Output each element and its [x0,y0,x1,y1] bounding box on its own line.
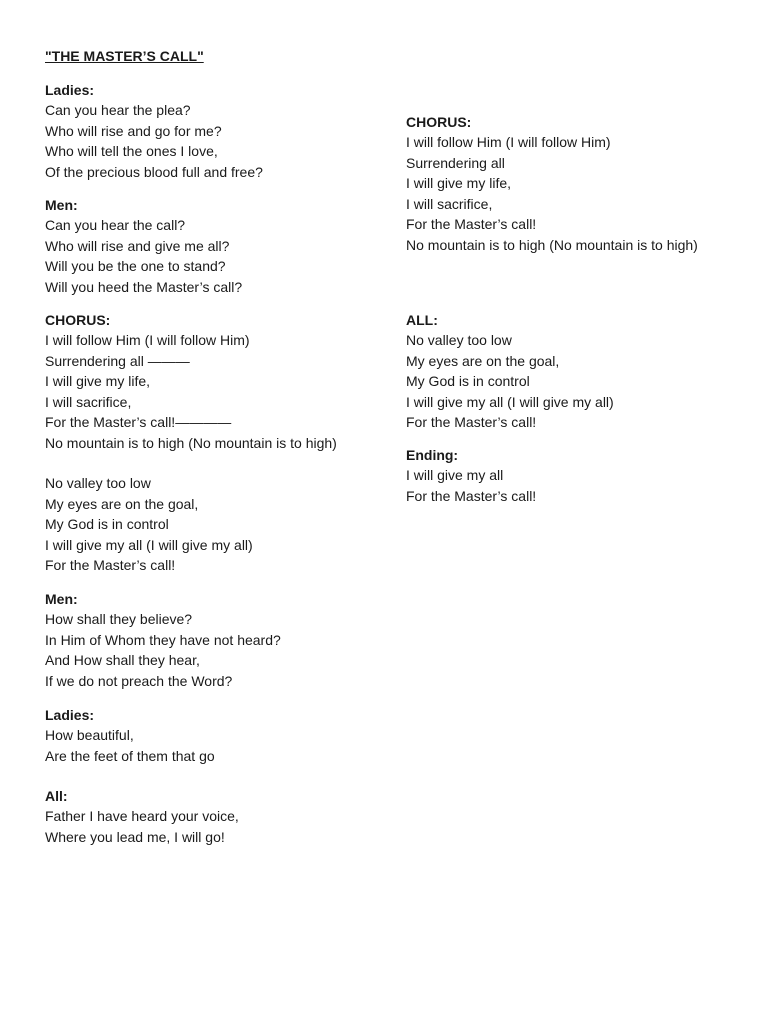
song-title: "THE MASTER’S CALL" [45,48,204,64]
lyric-line: For the Master’s call! [406,216,537,233]
lyric-line: Of the precious blood full and free? [45,163,263,180]
lyric-line: Surrendering all ——— [45,352,190,369]
lyric-line: Can you hear the plea? [45,102,191,118]
section-heading: CHORUS: [45,312,111,328]
lyric-line: My God is in control [406,373,530,390]
section-heading: Men: [45,591,78,607]
lyric-line: I will sacrifice, [406,195,493,212]
lyric-line: I will follow Him (I will follow Him) [406,134,611,150]
verse-all [45,786,385,847]
lyric-line: Will you be the one to stand? [45,258,226,275]
verse-ladies-2 [45,705,385,766]
lyric-line: Who will rise and give me all? [45,237,230,254]
lyric-line: Are the feet of them that go [45,747,215,764]
verse-ladies-1 [45,80,385,182]
lyric-line: I will follow Him (I will follow Him) [45,332,250,348]
section-heading: Ending: [406,447,459,463]
lyric-line: Where you lead me, I will go! [45,828,225,845]
lyric-line: How shall they believe? [45,611,193,627]
bridge-left [45,473,385,576]
lyric-line: For the Master’s call! [406,487,537,504]
verse-men-1 [45,195,385,297]
lyric-line: I will give my life, [406,175,512,192]
section-heading: CHORUS: [406,114,472,130]
lyric-line: How beautiful, [45,727,134,743]
chorus-left [45,310,385,454]
lyric-line: For the Master’s call! [406,414,537,431]
lyric-line: No valley too low [406,332,512,348]
section-heading: Men: [45,197,78,213]
lyric-line: No mountain is to high (No mountain is to high) [406,236,698,253]
ending [406,445,756,506]
lyric-line: And How shall they hear, [45,652,200,669]
lyric-line: My eyes are on the goal, [406,352,560,369]
lyric-line: I will give my all [406,467,504,483]
section-heading: Ladies: [45,707,95,723]
lyric-line: In Him of Whom they have not heard? [45,631,281,648]
bridge-all-right [406,310,756,433]
lyric-line: Who will rise and go for me? [45,122,222,139]
lyric-line: If we do not preach the Word? [45,672,233,689]
section-heading: ALL: [406,312,438,328]
lyric-line: I will sacrifice, [45,393,132,410]
lyric-line: Can you hear the call? [45,217,186,233]
lyric-line: I will give my all (I will give my all) [45,536,253,553]
lyric-line: No valley too low [45,475,151,491]
lyric-line: Who will tell the ones I love, [45,143,218,160]
lyric-line: Father I have heard your voice, [45,808,239,824]
lyric-line: For the Master’s call! [45,557,176,574]
chorus-right [406,112,756,256]
lyric-line: Surrendering all [406,154,505,171]
lyric-line: I will give my all (I will give my all) [406,393,614,410]
lyric-line: My God is in control [45,516,169,533]
lyric-line: No mountain is to high (No mountain is to high) [45,434,337,451]
section-heading: All: [45,788,68,804]
section-heading: Ladies: [45,82,95,98]
lyric-line: I will give my life, [45,373,151,390]
verse-men-2 [45,589,385,691]
lyric-line: Will you heed the Master’s call? [45,278,243,295]
lyric-line: My eyes are on the goal, [45,495,199,512]
lyric-line: For the Master’s call!———— [45,414,232,431]
